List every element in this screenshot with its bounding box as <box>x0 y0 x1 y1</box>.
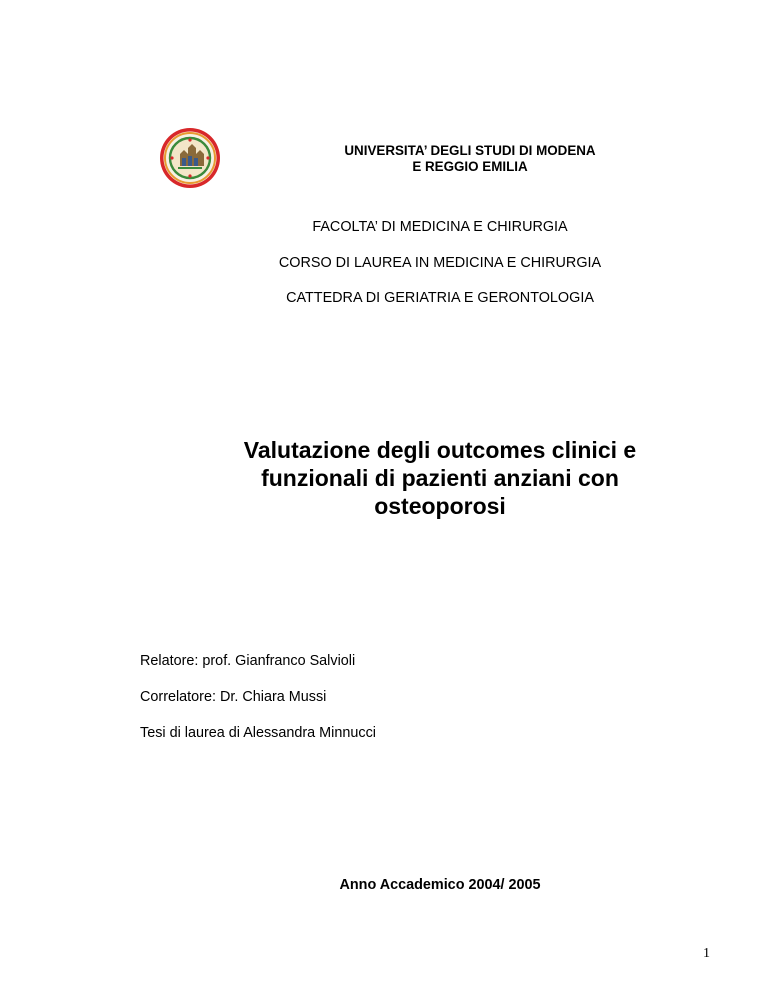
university-name: UNIVERSITA’ DEGLI STUDI DI MODENA <box>344 143 596 158</box>
supervisor: Relatore: prof. Gianfranco Salvioli <box>140 653 356 669</box>
faculty-name: FACOLTA’ DI MEDICINA E CHIRURGIA <box>312 219 568 235</box>
page-number: 1 <box>703 946 710 961</box>
university-name-continued: E REGGIO EMILIA <box>412 159 528 174</box>
thesis-title-line: Valutazione degli outcomes clinici e <box>243 437 637 464</box>
thesis-title-line: osteoporosi <box>374 493 506 520</box>
thesis-title-line: funzionali di pazienti anziani con <box>261 465 619 492</box>
academic-year: Anno Accademico 2004/ 2005 <box>339 877 541 893</box>
chair-name: CATTEDRA DI GERIATRIA E GERONTOLOGIA <box>286 290 594 306</box>
thesis-title <box>150 436 730 520</box>
thesis-author: Tesi di laurea di Alessandra Minnucci <box>140 725 376 741</box>
co-supervisor: Correlatore: Dr. Chiara Mussi <box>140 689 327 705</box>
university-seal-icon <box>158 126 222 190</box>
degree-course: CORSO DI LAUREA IN MEDICINA E CHIRURGIA <box>278 255 602 271</box>
